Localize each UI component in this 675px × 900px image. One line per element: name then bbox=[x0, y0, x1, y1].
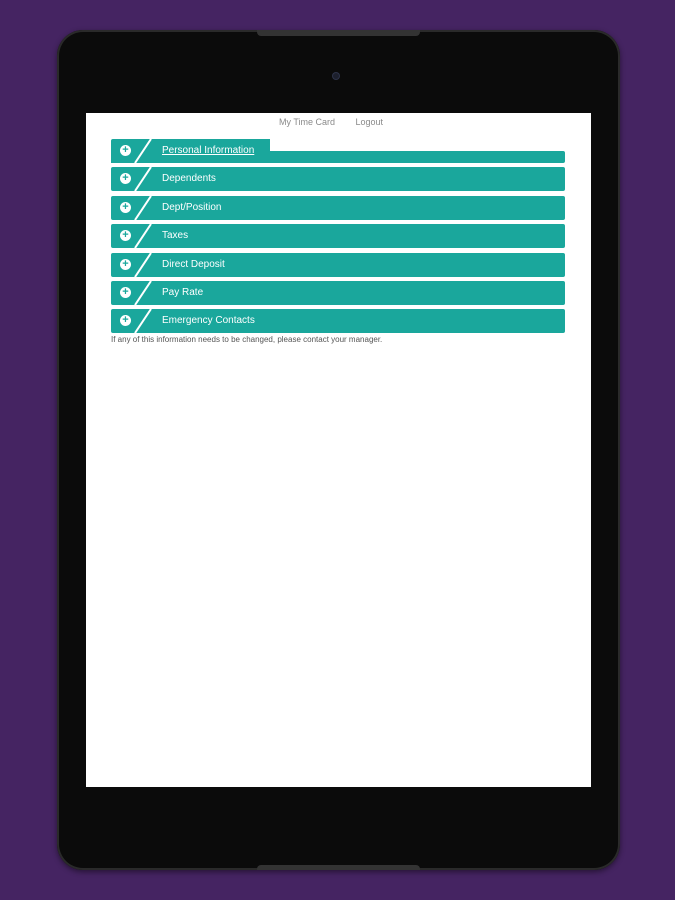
plus-circle-icon: + bbox=[120, 230, 131, 241]
top-nav bbox=[279, 117, 401, 127]
logout-link[interactable]: Logout bbox=[355, 117, 384, 127]
manager-contact-note: If any of this information needs to be changed, please contact your manager. bbox=[111, 335, 383, 344]
divider-slash-icon bbox=[131, 196, 155, 220]
plus-circle-icon: + bbox=[120, 315, 131, 326]
section-personal-information[interactable] bbox=[111, 139, 565, 163]
divider-slash-icon bbox=[131, 281, 155, 305]
divider-slash-icon bbox=[131, 139, 155, 163]
section-label: Pay Rate bbox=[162, 286, 204, 298]
info-accordion bbox=[111, 139, 565, 338]
my-time-card-link[interactable]: My Time Card bbox=[279, 117, 336, 127]
section-label: Emergency Contacts bbox=[162, 315, 255, 327]
app-screen bbox=[86, 113, 591, 787]
camera-icon bbox=[333, 73, 339, 79]
plus-circle-icon: + bbox=[120, 287, 131, 298]
plus-circle-icon: + bbox=[120, 173, 131, 184]
plus-circle-icon: + bbox=[120, 259, 131, 270]
section-label: Direct Deposit bbox=[162, 258, 225, 270]
section-dept-position[interactable] bbox=[111, 196, 565, 220]
divider-slash-icon bbox=[131, 253, 155, 277]
plus-circle-icon: + bbox=[120, 202, 131, 213]
section-label: Dept/Position bbox=[162, 201, 222, 213]
section-dependents[interactable] bbox=[111, 167, 565, 191]
section-emergency-contacts[interactable] bbox=[111, 309, 565, 333]
section-label: Taxes bbox=[162, 230, 189, 242]
plus-circle-icon: + bbox=[120, 145, 131, 156]
section-pay-rate[interactable] bbox=[111, 281, 565, 305]
section-label: Dependents bbox=[162, 173, 216, 185]
device-top-edge bbox=[257, 30, 420, 36]
device-bottom-edge bbox=[257, 865, 420, 870]
divider-slash-icon bbox=[131, 309, 155, 333]
section-taxes[interactable] bbox=[111, 224, 565, 248]
section-direct-deposit[interactable] bbox=[111, 253, 565, 277]
divider-slash-icon bbox=[131, 224, 155, 248]
divider-slash-icon bbox=[131, 167, 155, 191]
section-label: Personal Information bbox=[162, 145, 255, 156]
